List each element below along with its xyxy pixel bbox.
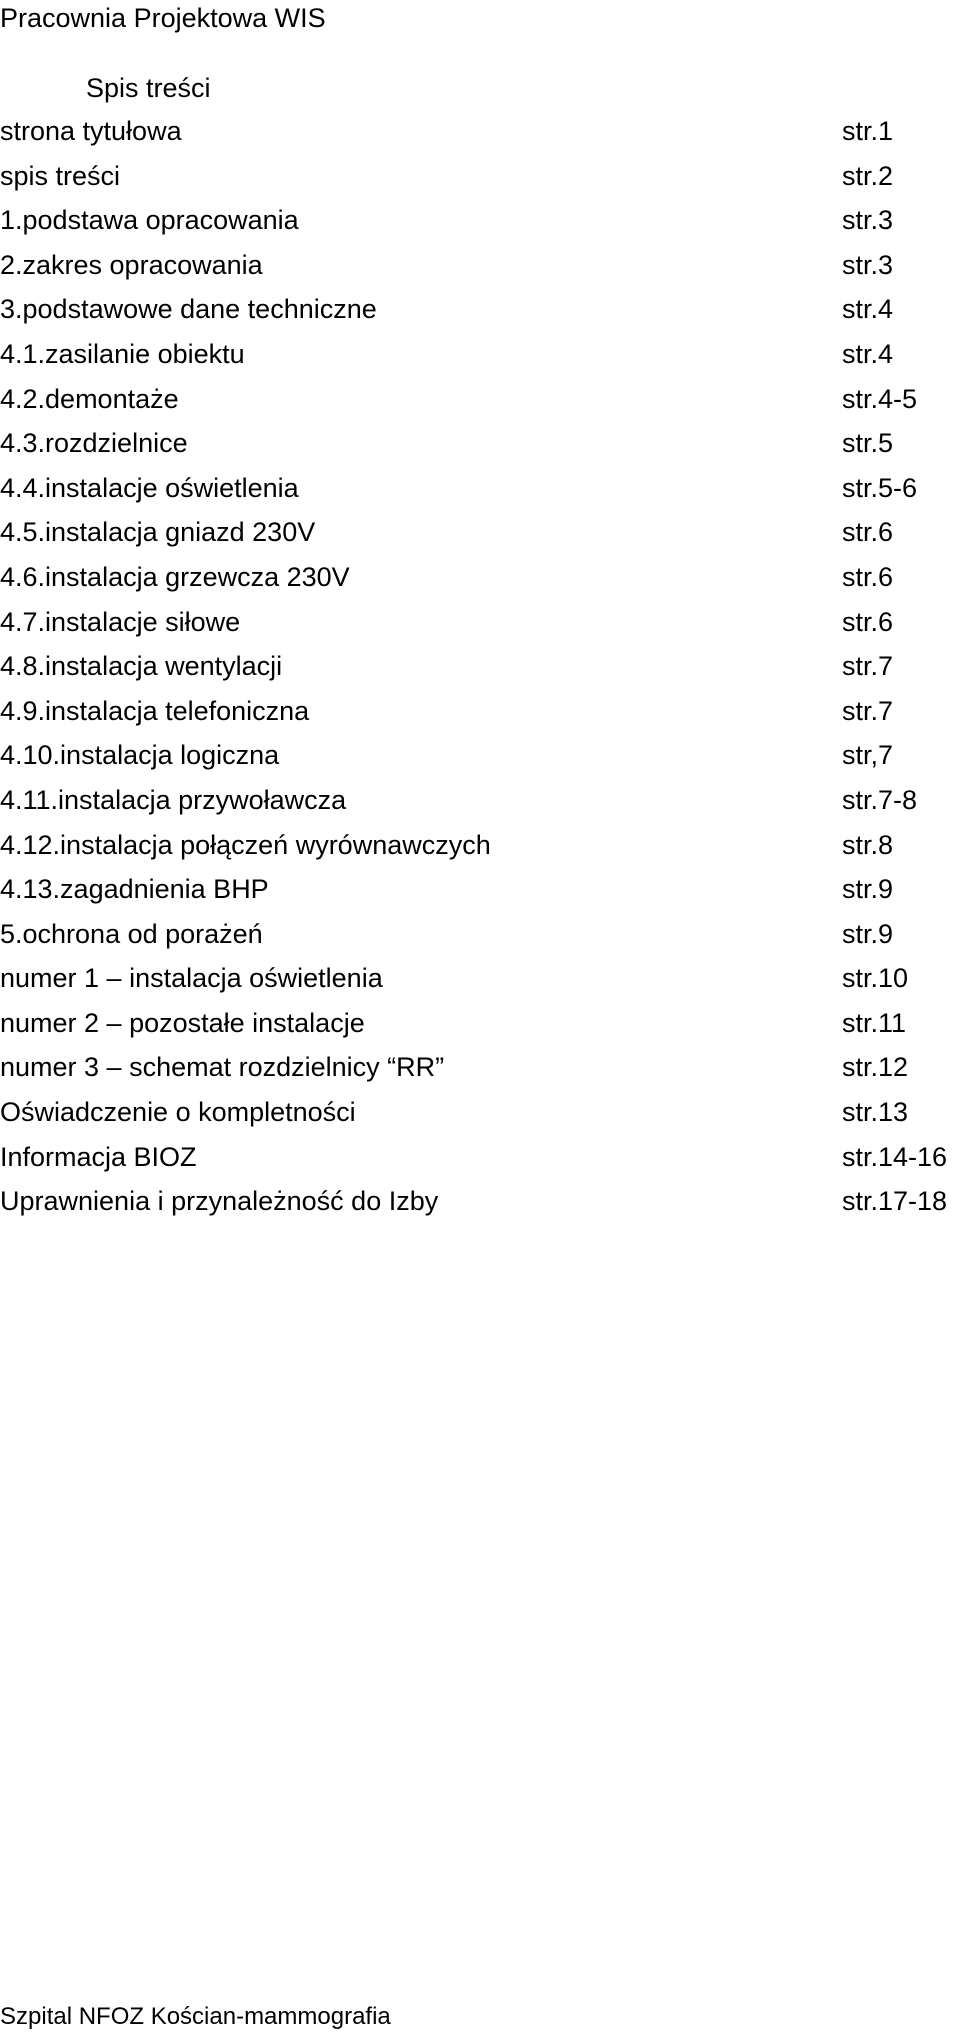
toc-entry-label: 4.13.zagadnienia BHP xyxy=(0,874,269,905)
toc-entry-label: 4.2.demontaże xyxy=(0,383,179,414)
toc-entry xyxy=(0,1007,960,1052)
toc-entry-page: str.2 xyxy=(842,160,894,191)
toc-entry xyxy=(0,873,960,918)
toc-entry-page: str.6 xyxy=(842,561,894,592)
toc-entry-label: Oświadczenie o kompletności xyxy=(0,1097,356,1128)
toc-entry-label: 4.7.instalacje siłowe xyxy=(0,606,241,637)
toc-entry-page: str.5-6 xyxy=(842,472,918,503)
toc-entry-label: 1.podstawa opracowania xyxy=(0,205,299,236)
toc-entry-page: str,7 xyxy=(842,740,894,771)
toc-entry-label: 2.zakres opracowania xyxy=(0,249,263,280)
toc-entry-label: 4.1.zasilanie obiektu xyxy=(0,338,245,369)
toc-entry xyxy=(0,516,960,561)
toc-entry-page: str.7 xyxy=(842,651,894,682)
toc-entry xyxy=(0,160,960,205)
toc-entry xyxy=(0,1051,960,1096)
toc-entry xyxy=(0,472,960,517)
toc-list xyxy=(0,115,960,1230)
toc-entry xyxy=(0,784,960,829)
toc-entry xyxy=(0,739,960,784)
toc-entry-page: str.11 xyxy=(842,1007,907,1038)
toc-entry-page: str.17-18 xyxy=(842,1186,948,1217)
toc-entry-label: 4.8.instalacja wentylacji xyxy=(0,651,283,682)
toc-entry-label: 4.5.instalacja gniazd 230V xyxy=(0,517,316,548)
toc-entry-page: str.8 xyxy=(842,829,894,860)
toc-entry-page: str.5 xyxy=(842,428,894,459)
toc-entry-page: str.12 xyxy=(842,1052,909,1083)
toc-title: Spis treści xyxy=(86,73,211,103)
toc-entry-page: str.3 xyxy=(842,249,894,280)
toc-entry-label: 5.ochrona od porażeń xyxy=(0,918,263,949)
toc-entry-page: str.6 xyxy=(842,517,894,548)
toc-entry xyxy=(0,695,960,740)
toc-entry-page: str.7-8 xyxy=(842,784,918,815)
toc-entry-label: 4.12.instalacja połączeń wyrównawczych xyxy=(0,829,491,860)
toc-entry-page: str.6 xyxy=(842,606,894,637)
toc-entry-label: numer 2 – pozostałe instalacje xyxy=(0,1007,365,1038)
toc-entry-label: Uprawnienia i przynależność do Izby xyxy=(0,1186,439,1217)
toc-entry xyxy=(0,1185,960,1230)
toc-entry-page: str.9 xyxy=(842,918,894,949)
toc-entry xyxy=(0,829,960,874)
toc-entry-page: str.3 xyxy=(842,205,894,236)
toc-entry-label: 4.4.instalacje oświetlenia xyxy=(0,472,299,503)
toc-entry-page: str.4 xyxy=(842,294,894,325)
toc-entry-label: 4.10.instalacja logiczna xyxy=(0,740,280,771)
toc-entry xyxy=(0,1141,960,1186)
toc-entry-label: 4.11.instalacja przywoławcza xyxy=(0,784,347,815)
toc-entry-page: str.10 xyxy=(842,963,909,994)
toc-entry-label: 4.6.instalacja grzewcza 230V xyxy=(0,561,350,592)
toc-entry-label: 4.9.instalacja telefoniczna xyxy=(0,695,310,726)
toc-entry-page: str.4 xyxy=(842,338,894,369)
toc-entry xyxy=(0,115,960,160)
toc-entry-label: strona tytułowa xyxy=(0,116,182,146)
toc-entry-page: str.13 xyxy=(842,1097,909,1128)
toc-entry xyxy=(0,427,960,472)
toc-entry-label: Informacja BIOZ xyxy=(0,1141,197,1172)
toc-entry-page: str.9 xyxy=(842,874,894,905)
toc-entry-label: 4.3.rozdzielnice xyxy=(0,428,188,459)
toc-entry-label: 3.podstawowe dane techniczne xyxy=(0,294,377,325)
toc-entry xyxy=(0,962,960,1007)
toc-entry-page: str.7 xyxy=(842,695,894,726)
toc-entry xyxy=(0,293,960,338)
toc-entry-label: numer 1 – instalacja oświetlenia xyxy=(0,963,383,994)
toc-entry-page: str.4-5 xyxy=(842,383,918,414)
toc-entry xyxy=(0,249,960,294)
toc-entry xyxy=(0,204,960,249)
page-header: Pracownia Projektowa WIS xyxy=(0,3,326,33)
toc-entry xyxy=(0,1096,960,1141)
toc-entry-label: spis treści xyxy=(0,160,121,191)
toc-entry-page: str.14-16 xyxy=(842,1141,948,1172)
toc-entry xyxy=(0,650,960,695)
toc-entry xyxy=(0,606,960,651)
toc-entry-page: str.1 xyxy=(842,116,894,146)
toc-entry xyxy=(0,383,960,428)
toc-entry-label: numer 3 – schemat rozdzielnicy “RR” xyxy=(0,1052,445,1083)
page-footer: Szpital NFOZ Kościan-mammografia xyxy=(0,2003,391,2030)
toc-entry xyxy=(0,561,960,606)
toc-entry xyxy=(0,338,960,383)
toc-entry xyxy=(0,918,960,963)
